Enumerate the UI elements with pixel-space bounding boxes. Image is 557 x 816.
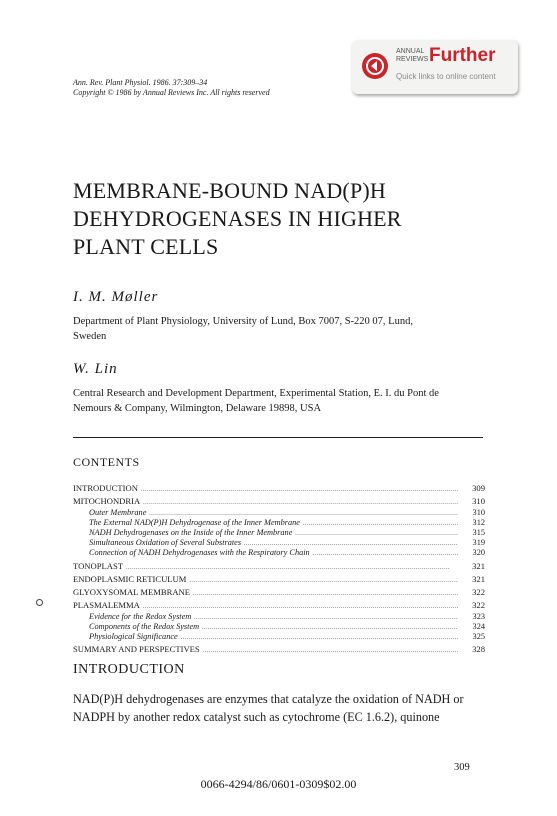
citation-journal: Ann. Rev. Plant Physiol. 1986. 37:309–34: [73, 78, 208, 87]
author-name: W. Lin: [73, 361, 118, 377]
toc-entry[interactable]: SUMMARY AND PERSPECTIVES . . . 328: [73, 644, 485, 655]
table-of-contents: [73, 483, 485, 656]
toc-subentry[interactable]: NADH Dehydrogenases on the Inside of the Inner Membrane . . . 315: [73, 528, 485, 538]
play-arrow-icon: [362, 53, 388, 79]
toc-entry[interactable]: INTRODUCTION . . . 309: [73, 483, 485, 494]
footer-code: 0066-4294/86/0601-0309$02.00: [200, 777, 357, 791]
author-affiliation: Department of Plant Physiology, University of Lund, Box 7007, S-220 07, Lund, Sweden: [73, 316, 413, 342]
toc-subentry[interactable]: The External NAD(P)H Dehydrogenase of the Inner Membrane . . . 312: [73, 518, 485, 528]
article-title: MEMBRANE-BOUND NAD(P)H DEHYDROGENASES IN HIGHER PLANT CELLS: [73, 178, 402, 259]
toc-entry[interactable]: TONOPLAST . . . 321: [73, 561, 485, 572]
toc-subentry[interactable]: Physiological Significance . . . 325: [73, 632, 485, 642]
divider: [73, 437, 483, 438]
body-paragraph: NAD(P)H dehydrogenases are enzymes that catalyze the oxidation of NADH or NADPH by another redox catalyst such as cytochrome (EC 1.6.2), quinone: [73, 692, 464, 724]
toc-entry[interactable]: MITOCHONDRIA . . . 310: [73, 496, 485, 507]
toc-entry[interactable]: ENDOPLASMIC RETICULUM . . . 321: [73, 574, 485, 585]
citation: [73, 78, 270, 98]
section-heading: INTRODUCTION: [73, 662, 185, 677]
citation-copyright: Copyright © 1986 by Annual Reviews Inc. All rights reserved: [73, 88, 270, 97]
contents-heading: CONTENTS: [73, 455, 140, 469]
toc-entry[interactable]: PLASMALEMMA . . . 322: [73, 600, 485, 611]
toc-subentry[interactable]: Simultaneous Oxidation of Several Substrates . . . 319: [73, 538, 485, 548]
further-subtitle: Quick links to online content: [396, 72, 496, 81]
further-banner[interactable]: [352, 40, 518, 94]
margin-mark: [36, 599, 43, 606]
toc-entry[interactable]: GLYOXYSOMAL MEMBRANE . . . 322: [73, 587, 485, 598]
further-label: Further: [429, 45, 496, 66]
toc-subentry[interactable]: Evidence for the Redox System . . . 323: [73, 612, 485, 622]
toc-subentry[interactable]: Outer Membrane . . . 310: [73, 508, 485, 518]
toc-subentry[interactable]: Components of the Redox System . . . 324: [73, 622, 485, 632]
author-affiliation: Central Research and Development Department, Experimental Station, E. I. du Pont de Nemours & Company, Wilmington, Delaware 19898, USA: [73, 388, 439, 414]
toc-subentry[interactable]: Connection of NADH Dehydrogenases with the Respiratory Chain . . . 320: [73, 548, 485, 558]
annual-reviews-logo: ANNUAL REVIEWS: [396, 48, 429, 63]
author-name: I. M. Møller: [73, 289, 159, 305]
page-number: 309: [454, 762, 470, 773]
